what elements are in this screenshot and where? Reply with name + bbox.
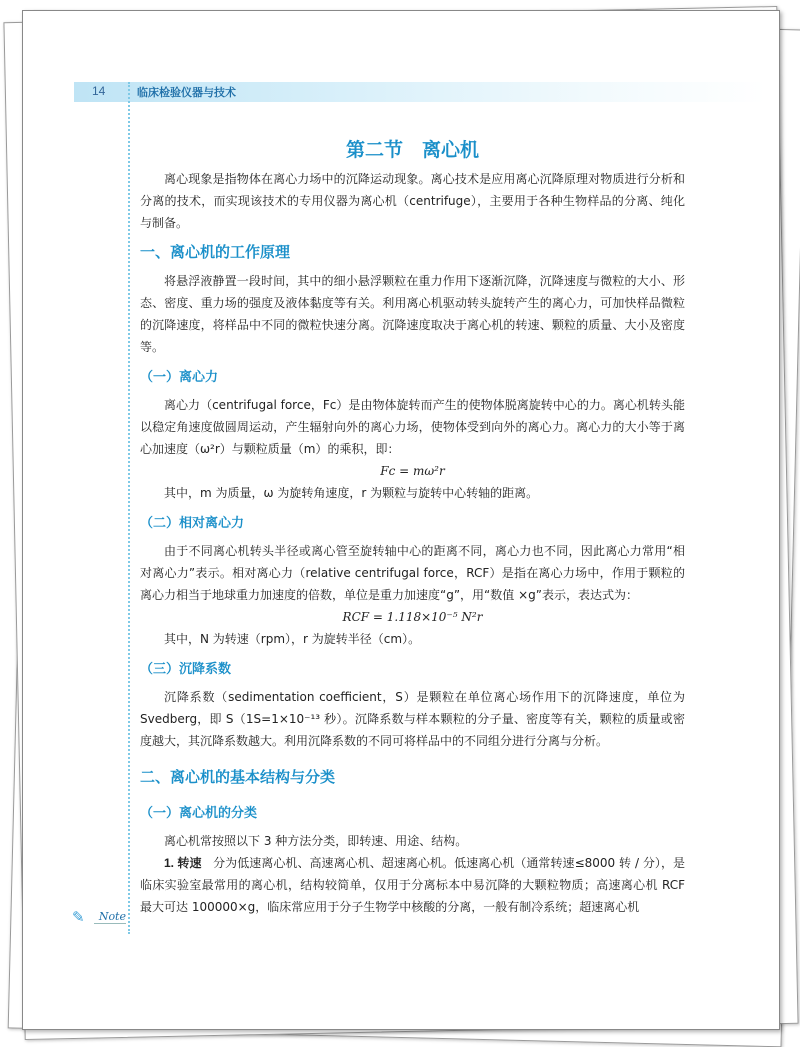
formula-fc-note: 其中，m 为质量，ω 为旋转角速度，r 为颗粒与旋转中心转轴的距离。: [164, 486, 539, 500]
paragraph-principle: 将悬浮液静置一段时间，其中的细小悬浮颗粒在重力作用下逐渐沉降，沉降速度与微粒的大小、形态、密度、重力场的强度及液体黏度等有关。利用离心机驱动转头旋转产生的离心力，可加快样品微粒的沉降速度，将样品中不同的微粒快速分离。沉降速度取决于离心机的转速、颗粒的质量、大小及密度等。: [140, 274, 685, 354]
paragraph-rcf: 由于不同离心机转头半径或离心管至旋转轴中心的距离不同，离心力也不同，因此离心力常用“相对离心力”表示。相对离心力（relative centrifugal force，RCF）是指在离心力场中，作用于颗粒的离心力相当于地球重力加速度的倍数，单位是重力加速度“g”，用“数值 ×g”表示，表达式为：: [140, 544, 685, 602]
paragraph-sedimentation: 沉降系数（sedimentation coefficient，S）是颗粒在单位离心场作用下的沉降速度，单位为 Svedberg，即 S（1S=1×10⁻¹³ 秒）。沉降系数与样本颗粒的分子量、密度等有关，颗粒的质量或密度越大，其沉降系数越大。利用沉降系数的不同可将样品中的不同组分进行分离与分析。: [140, 690, 685, 748]
subheading-sedimentation-coefficient: （三）沉降系数: [140, 662, 232, 677]
subheading-classification: （一）离心机的分类: [140, 806, 258, 821]
heading-structure-classification: 二、离心机的基本结构与分类: [140, 768, 336, 786]
formula-rcf: RCF = 1.118×10⁻⁵ N²r: [342, 610, 483, 624]
page-body: [140, 128, 685, 918]
margin-note-label: Note: [94, 910, 126, 924]
formula-fc: Fc = mω²r: [380, 464, 445, 478]
list-item-speed-label: 1. 转速: [164, 856, 202, 870]
subheading-relative-centrifugal-force: （二）相对离心力: [140, 516, 245, 531]
formula-rcf-note: 其中，N 为转速（rpm），r 为旋转半径（cm）。: [164, 632, 421, 646]
list-item-speed-text: 分为低速离心机、高速离心机、超速离心机。低速离心机（通常转速≤8000 转 / 分），是临床实验室最常用的离心机，结构较简单，仅用于分离标本中易沉降的大颗粒物质；高速离心机 RCF 最大可达 100000×g，临床常应用于分子生物学中核酸的分离，一般有制冷系统；超速离心机: [140, 856, 685, 914]
intro-paragraph: 离心现象是指物体在离心力场中的沉降运动现象。离心技术是应用离心沉降原理对物质进行分析和分离的技术，而实现该技术的专用仪器为离心机（centrifuge），主要用于各种生物样品的分离、纯化与制备。: [140, 172, 685, 230]
paragraph-centrifugal-force: 离心力（centrifugal force，Fc）是由物体旋转而产生的使物体脱离旋转中心的力。离心机转头能以稳定角速度做圆周运动，产生辐射向外的离心力场，使物体受到向外的离心力。离心力的大小等于离心加速度（ω²r）与颗粒质量（m）的乘积，即：: [140, 398, 685, 456]
subheading-centrifugal-force: （一）离心力: [140, 370, 219, 385]
list-item-speed: [140, 852, 685, 918]
running-header-title: 临床检验仪器与技术: [137, 86, 236, 99]
heading-working-principle: 一、离心机的工作原理: [140, 243, 291, 261]
pencil-icon: ✎: [72, 908, 85, 926]
paragraph-classification: 离心机常按照以下 3 种方法分类，即转速、用途、结构。: [164, 834, 468, 848]
section-title: 第二节 离心机: [345, 139, 479, 161]
page-number: 14: [92, 84, 106, 98]
margin-dotted-rule: [128, 82, 130, 934]
